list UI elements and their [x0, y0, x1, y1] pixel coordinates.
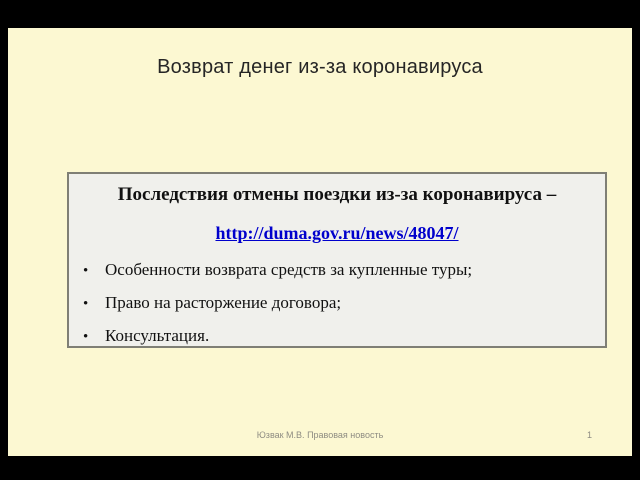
duma-news-link[interactable]: http://duma.gov.ru/news/48047/	[215, 223, 459, 243]
bullet-item-text: Консультация.	[105, 326, 210, 345]
slide-title: Возврат денег из-за коронавируса	[157, 56, 483, 78]
bullet-item-text: Особенности возврата средств за купленные туры;	[105, 260, 473, 279]
content-box	[67, 172, 607, 348]
bullet-list	[69, 260, 605, 346]
content-heading: Последствия отмены поездки из-за коронавируса –	[117, 184, 557, 205]
bullet-icon: •	[83, 329, 89, 345]
bullet-icon: •	[83, 296, 89, 312]
link-line	[69, 223, 605, 244]
bullet-item	[83, 293, 605, 313]
page-number: 1	[586, 430, 592, 440]
bullet-item	[83, 260, 605, 280]
bullet-icon: •	[83, 263, 89, 279]
footer-author: Юзвак М.В. Правовая новость	[256, 430, 384, 440]
bullet-item	[83, 326, 605, 346]
slide	[8, 28, 632, 456]
bullet-item-text: Право на расторжение договора;	[105, 293, 342, 312]
